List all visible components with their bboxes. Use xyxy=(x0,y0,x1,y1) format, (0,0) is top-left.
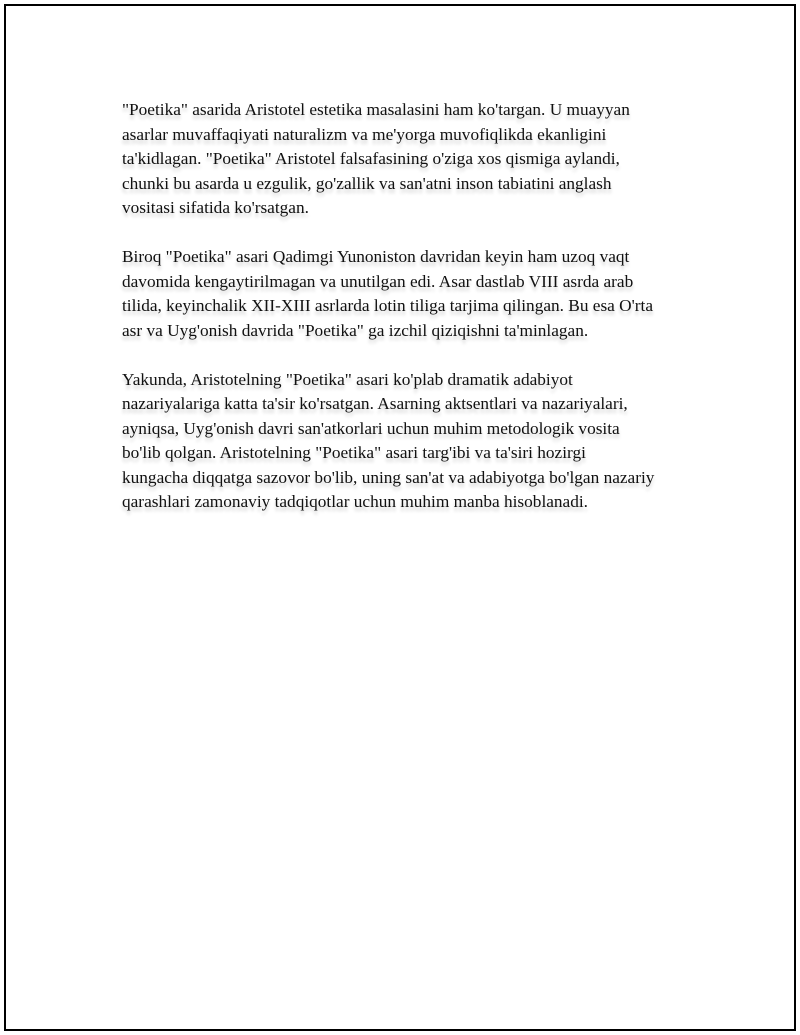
paragraph-2 xyxy=(122,245,702,343)
document-body xyxy=(122,98,702,539)
text-line: kungacha diqqatga sazovor bo'lib, uning san'at va adabiyotga bo'lgan nazariy xyxy=(122,467,655,487)
paragraph-3 xyxy=(122,368,702,515)
text-line: asr va Uyg'onish davrida "Poetika" ga izchil qiziqishni ta'minlagan. xyxy=(122,320,589,340)
text-line: Yakunda, Aristotelning "Poetika" asari ko'plab dramatik adabiyot xyxy=(122,369,573,389)
page-frame xyxy=(4,4,796,1031)
text-line: ayniqsa, Uyg'onish davri san'atkorlari uchun muhim metodologik vosita xyxy=(122,418,620,438)
text-line: davomida kengaytirilmagan va unutilgan edi. Asar dastlab VIII asrda arab xyxy=(122,271,634,291)
text-line: ta'kidlagan. "Poetika" Aristotel falsafasining o'ziga xos qismiga aylandi, xyxy=(122,149,620,168)
text-line: asarlar muvaffaqiyati naturalizm va me'yorga muvofiqlikda ekanligini xyxy=(122,124,607,144)
text-line: vositasi sifatida ko'rsatgan. xyxy=(122,198,309,217)
text-line: bo'lib qolgan. Aristotelning "Poetika" asari targ'ibi va ta'siri hozirgi xyxy=(122,443,586,462)
text-line: tilida, keyinchalik XII-XIII asrlarda lotin tiliga tarjima qilingan. Bu esa O'rta xyxy=(122,296,653,315)
text-line: "Poetika" asarida Aristotel estetika masalasini ham ko'targan. U muayyan xyxy=(122,100,630,119)
paragraph-1 xyxy=(122,98,702,221)
text-line: chunki bu asarda u ezgulik, go'zallik va san'atni inson tabiatini anglash xyxy=(122,173,612,193)
text-line: nazariyalariga katta ta'sir ko'rsatgan. Asarning aktsentlari va nazariyalari, xyxy=(122,394,628,413)
text-line: Biroq "Poetika" asari Qadimgi Yunoniston davridan keyin ham uzoq vaqt xyxy=(122,247,630,266)
text-line: qarashlari zamonaviy tadqiqotlar uchun muhim manba hisoblanadi. xyxy=(122,492,588,511)
